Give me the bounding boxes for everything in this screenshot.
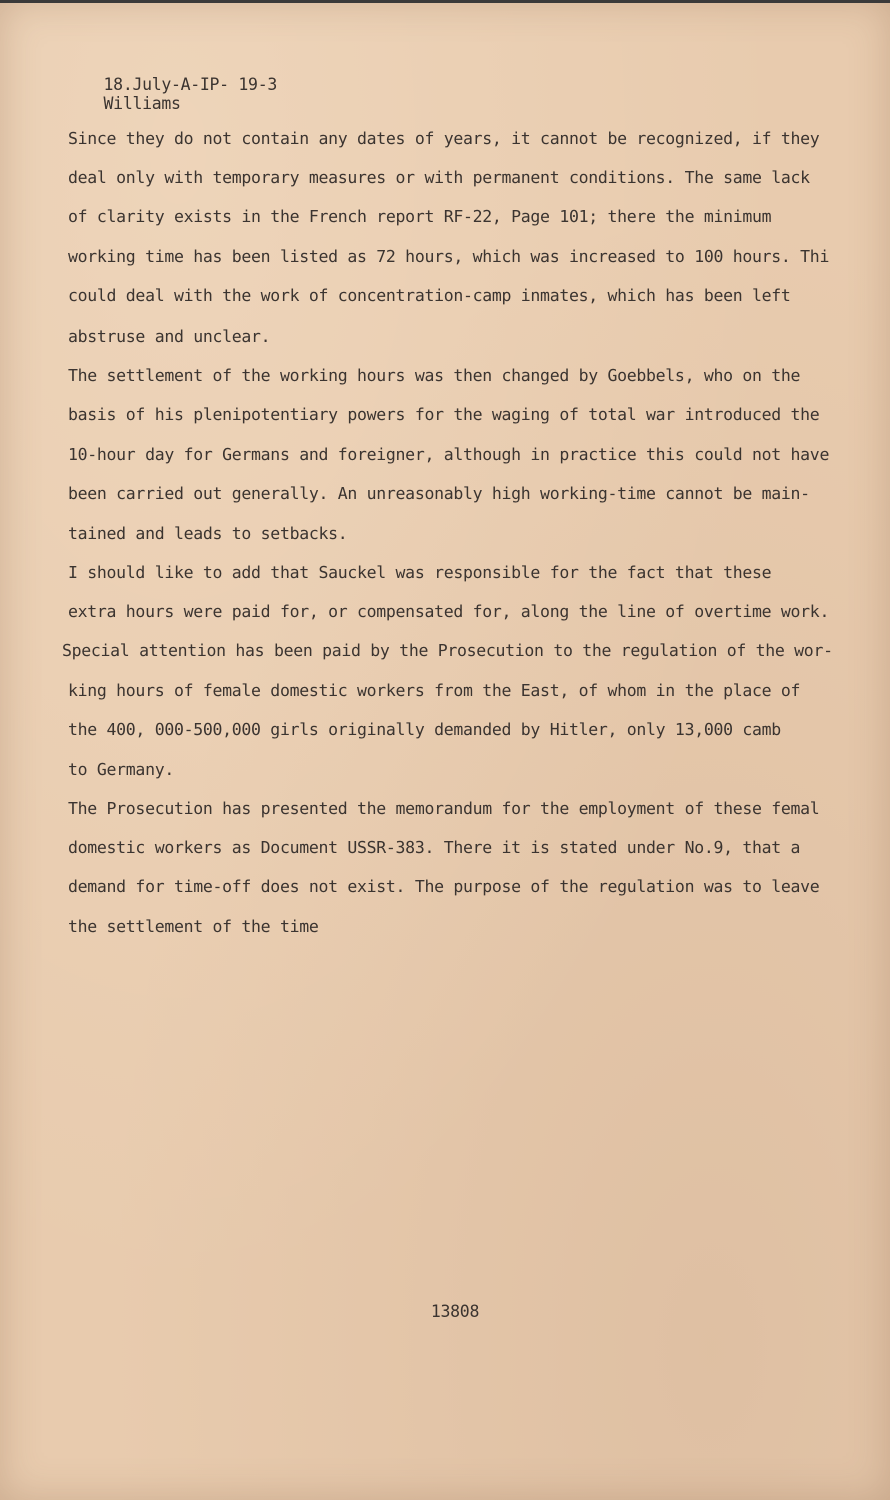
text-line: The Prosecution has presented the memorandum for the employment of these femal [68, 799, 820, 818]
text-line: Since they do not contain any dates of years, it cannot be recognized, if they [68, 129, 820, 148]
text-line: The settlement of the working hours was then changed by Goebbels, who on the [68, 366, 801, 385]
text-line: deal only with temporary measures or with permanent conditions. The same lack [68, 168, 810, 187]
text-line: working time has been listed as 72 hours, which was increased to 100 hours. Thi [68, 247, 830, 266]
text-line: of clarity exists in the French report RF-22, Page 101; there the minimum [68, 207, 772, 226]
text-line: basis of his plenipotentiary powers for the waging of total war introduced the [68, 405, 820, 424]
text-line: domestic workers as Document USSR-383. There it is stated under No.9, that a [68, 838, 801, 857]
header-speaker: Williams [103, 94, 181, 113]
text-line: the settlement of the time [68, 917, 319, 936]
text-line: 10-hour day for Germans and foreigner, although in practice this could not have [68, 445, 830, 464]
text-line: abstruse and unclear. [68, 327, 271, 346]
text-line: the 400, 000-500,000 girls originally demanded by Hitler, only 13,000 camb [68, 720, 781, 739]
text-line: been carried out generally. An unreasonably high working-time cannot be main- [68, 484, 810, 503]
page-number: 13808 [430, 1302, 480, 1321]
text-line: extra hours were paid for, or compensated for, along the line of overtime work. [68, 602, 830, 621]
page-header [65, 56, 307, 132]
text-line: I should like to add that Sauckel was responsible for the fact that these [68, 563, 772, 582]
text-line: could deal with the work of concentration-camp inmates, which has been left [68, 286, 791, 305]
scan-top-edge [0, 0, 890, 3]
text-line: to Germany. [68, 760, 174, 779]
header-reference: 18.July-A-IP- 19-3 [103, 75, 277, 94]
text-line: Special attention has been paid by the Prosecution to the regulation of the wor- [62, 641, 833, 660]
text-line: demand for time-off does not exist. The purpose of the regulation was to leave [68, 877, 820, 896]
text-line: tained and leads to setbacks. [68, 524, 348, 543]
text-line: king hours of female domestic workers from the East, of whom in the place of [68, 681, 801, 700]
